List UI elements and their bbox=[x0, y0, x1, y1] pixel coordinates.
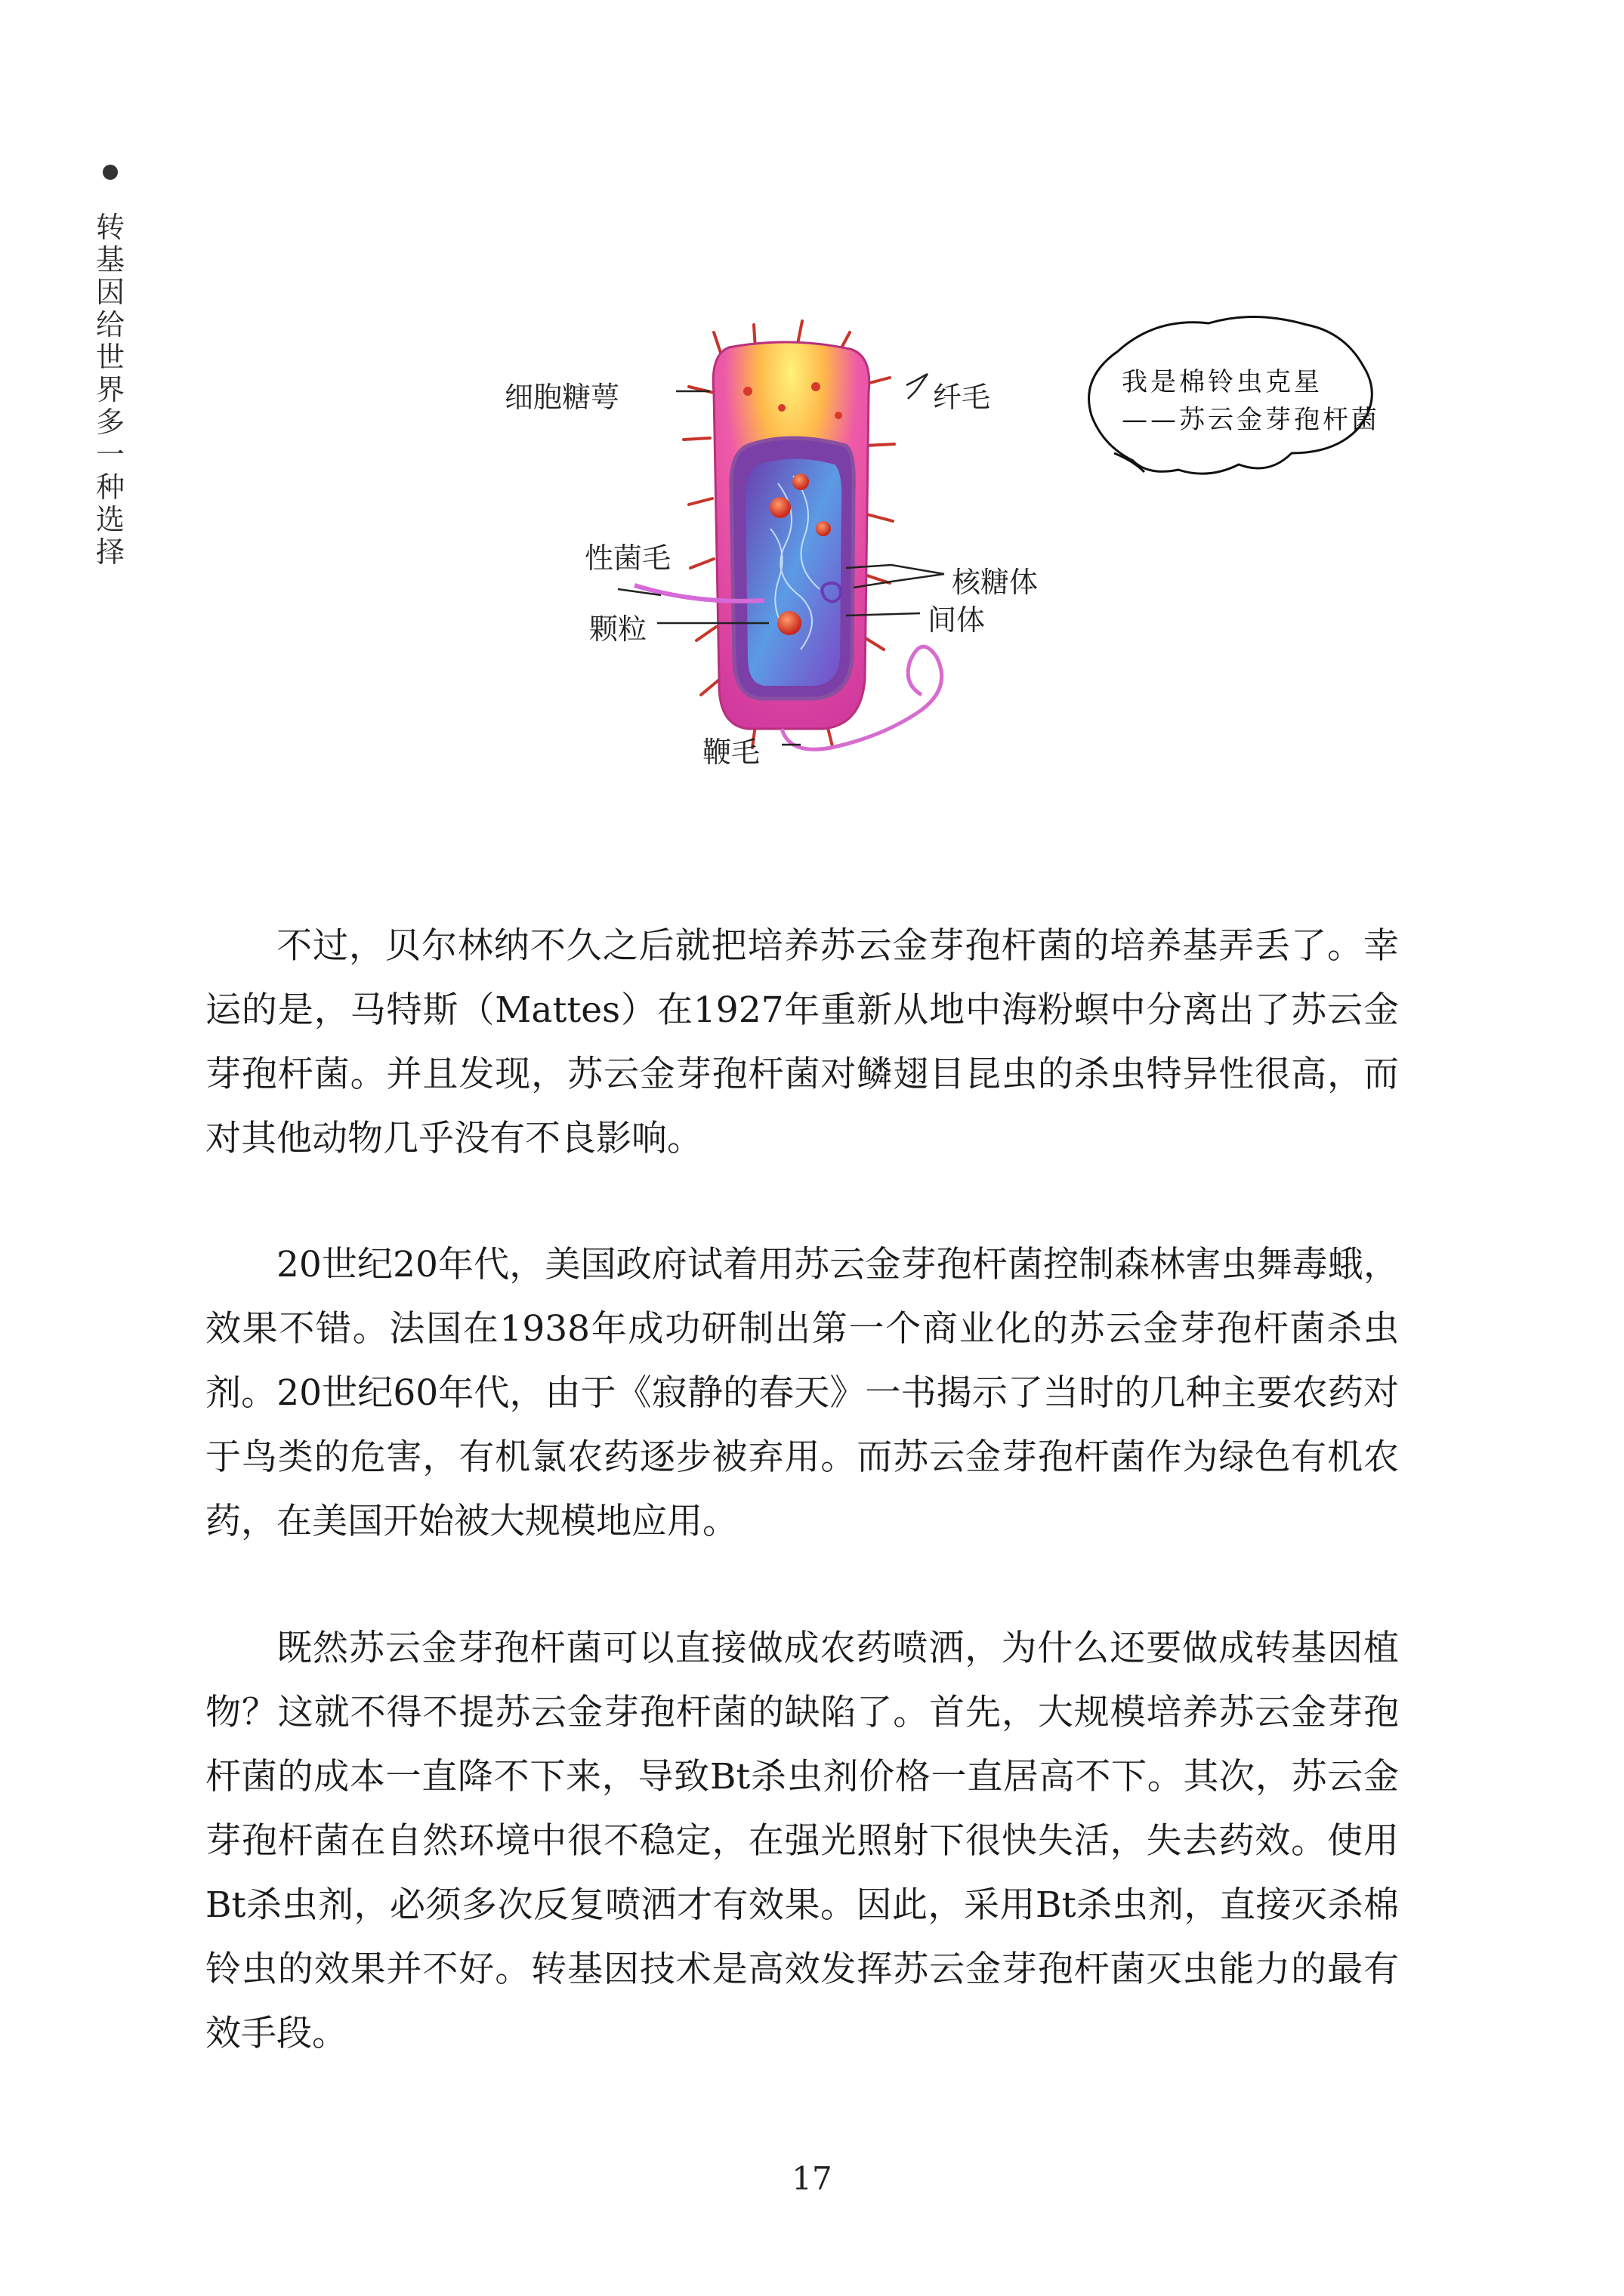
paragraph-3: 既然苏云金芽孢杆菌可以直接做成农药喷洒，为什么还要做成转基因植物？这就不得不提苏云金芽孢杆菌的缺陷了。首先，大规模培养苏云金芽孢杆菌的成本一直降不下来，导致Bt杀虫剂价格一直居高不下。其次，苏云金芽孢杆菌在自然环境中很不稳定，在强光照射下很快失活，失去药效。使用Bt杀虫剂，必须多次反复喷洒才有效果。因此，采用Bt杀虫剂，直接灭杀棉铃虫的效果并不好。转基因技术是高效发挥苏云金芽孢杆菌灭虫能力的最有效手段。 bbox=[205, 1628, 1399, 2054]
bubble-line-2: ——苏云金芽孢杆菌 bbox=[1122, 405, 1380, 435]
bubble-line-1: 我是棉铃虫克星 bbox=[1122, 367, 1323, 397]
label-mesosome: 间体 bbox=[928, 603, 986, 637]
label-flagellum: 鞭毛 bbox=[702, 736, 761, 769]
label-capsule: 细胞糖萼 bbox=[505, 381, 620, 414]
label-granule: 颗粒 bbox=[589, 613, 647, 646]
bacterium-figure bbox=[505, 302, 1405, 770]
margin-bullet bbox=[103, 165, 118, 180]
label-pili: 纤毛 bbox=[933, 381, 991, 414]
paragraph-2: 20世纪20年代，美国政府试着用苏云金芽孢杆菌控制森林害虫舞毒蛾，效果不错。法国在1938年成功研制出第一个商业化的苏云金芽孢杆菌杀虫剂。20世纪60年代，由于《寂静的春天》一书揭示了当时的几种主要农药对于鸟类的危害，有机氯农药逐步被弃用。而苏云金芽孢杆菌作为绿色有机农药，在美国开始被大规模地应用。 bbox=[205, 1244, 1399, 1542]
page-number: 17 bbox=[792, 2160, 832, 2197]
running-title: 转基因给世界多一种选择 bbox=[95, 211, 125, 569]
cytoplasm bbox=[746, 459, 841, 687]
paragraph-1: 不过，贝尔林纳不久之后就把培养苏云金芽孢杆菌的培养基弄丢了。幸运的是，马特斯（Mattes）在1927年重新从地中海粉螟中分离出了苏云金芽孢杆菌。并且发现，苏云金芽孢杆菌对鳞翅目昆虫的杀虫特异性很高，而对其他动物几乎没有不良影响。 bbox=[205, 925, 1399, 1159]
label-ribosome: 核糖体 bbox=[952, 566, 1039, 599]
label-sex-pilus: 性菌毛 bbox=[585, 542, 672, 575]
